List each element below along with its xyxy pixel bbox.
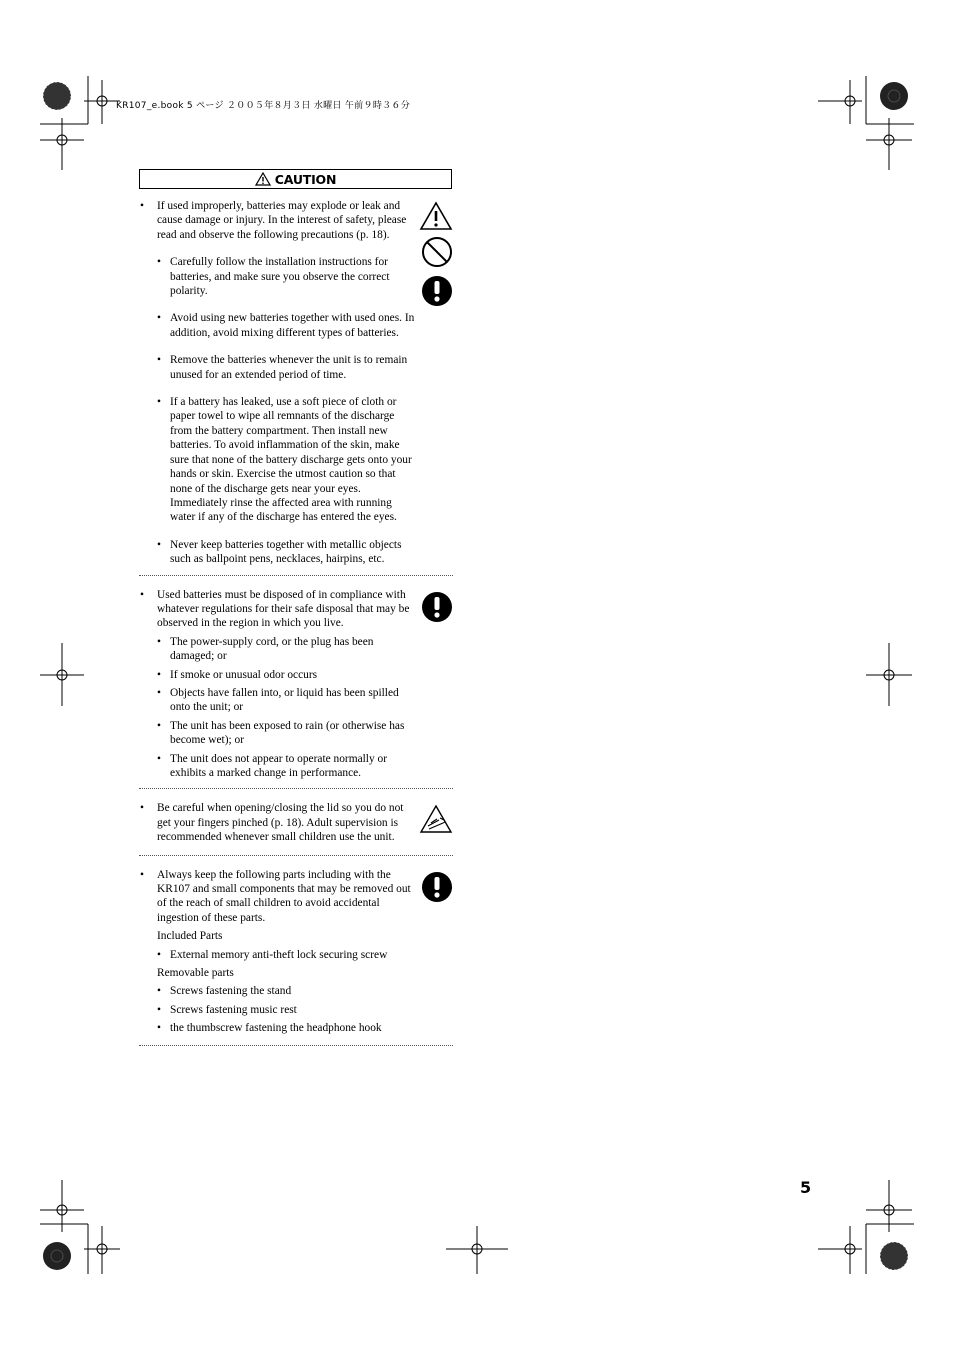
item-text: Carefully follow the installation instructions for batteries, and make sure you observe the correct polarity.	[170, 256, 390, 298]
list-item	[139, 1021, 432, 1035]
item-text: Be careful when opening/closing the lid so you do not get your fingers pinched (p. 18). Adult supervision is recommended whenever small children use the unit.	[157, 802, 404, 844]
list-item	[139, 255, 418, 298]
bullet: •	[157, 752, 161, 765]
section-lid	[139, 789, 453, 854]
list-item	[139, 538, 418, 567]
warning-triangle-icon	[419, 201, 453, 231]
item-text: Objects have fallen into, or liquid has been spilled onto the unit; or	[170, 686, 399, 714]
item-text: If used improperly, batteries may explode or leak and cause damage or injury. In the interest of safety, please read and observe the following precautions (p. 18).	[157, 200, 407, 241]
included-parts-heading: Included Parts	[157, 930, 223, 943]
bullet: •	[157, 948, 161, 961]
list-item	[139, 752, 418, 781]
exclamation-circle-icon	[421, 275, 453, 307]
bullet: •	[157, 686, 161, 699]
item-text: Screws fastening the stand	[170, 985, 292, 998]
list-item	[139, 311, 418, 340]
bullet: •	[140, 200, 144, 212]
divider	[139, 1045, 453, 1046]
bullet: •	[157, 635, 161, 648]
bullet: •	[157, 668, 161, 681]
section-small-parts	[139, 856, 453, 1045]
caution-content	[139, 199, 453, 1046]
caution-header	[139, 169, 452, 189]
bullet: •	[157, 312, 161, 325]
running-head: KR107_e.book 5 ページ ２００５年８月３日 水曜日 午前９時３６分	[116, 101, 411, 111]
list-item	[139, 353, 418, 382]
bullet: •	[157, 719, 161, 732]
item-text: the thumbscrew fastening the headphone hook	[170, 1022, 382, 1035]
prohibition-circle-icon	[421, 236, 453, 268]
item-text: If smoke or unusual odor occurs	[170, 668, 318, 681]
warning-triangle-icon	[255, 172, 271, 186]
bullet: •	[140, 588, 144, 601]
list-item	[139, 686, 418, 715]
item-text: The unit has been exposed to rain (or otherwise has become wet); or	[170, 719, 405, 747]
item-text: Never keep batteries together with metallic objects such as ballpoint pens, necklaces, hairpins, etc.	[170, 538, 402, 566]
list-item	[139, 1003, 432, 1017]
bullet: •	[157, 354, 161, 367]
bullet: •	[157, 1003, 161, 1016]
removable-parts-heading: Removable parts	[157, 967, 234, 980]
item-text: Avoid using new batteries together with used ones. In addition, avoid mixing different types of batteries.	[170, 312, 415, 339]
list-item	[139, 668, 418, 682]
list-item	[139, 588, 415, 631]
bullet: •	[157, 985, 161, 998]
list-item	[139, 948, 432, 962]
item-text: The unit does not appear to operate normally or exhibits a marked change in performance.	[170, 752, 387, 779]
list-item	[139, 395, 418, 525]
finger-pinch-warning-icon	[419, 804, 453, 834]
item-text: Used batteries must be disposed of in compliance with whatever regulations for their safe disposal that may be observed in the region in which you live.	[157, 588, 410, 630]
caution-label: CAUTION	[274, 171, 337, 187]
exclamation-circle-icon	[421, 591, 453, 623]
bullet: •	[157, 538, 161, 551]
section-batteries	[139, 199, 453, 575]
item-text: The power-supply cord, or the plug has been damaged; or	[170, 635, 374, 663]
bullet: •	[140, 868, 144, 881]
item-text: Screws fastening music rest	[170, 1003, 297, 1016]
list-item	[139, 719, 418, 748]
item-text: If a battery has leaked, use a soft piece of cloth or paper towel to wipe all remnants of the discharge from the battery compartment. Then install new batteries. To avoid inflammation of the skin, make sure that none of the battery discharge gets onto your hands or skin. Exercise the utmost caution so that none of the discharge gets near your eyes. Immediately rinse the affected area with running water if any of the discharge has entered the eyes.	[170, 396, 412, 524]
bullet: •	[157, 256, 161, 269]
bullet: •	[157, 1022, 161, 1035]
page-number: 5	[800, 1178, 812, 1197]
item-text: External memory anti-theft lock securing screw	[170, 948, 388, 961]
list-item	[139, 984, 432, 998]
item-text: Remove the batteries whenever the unit is to remain unused for an extended period of time.	[170, 354, 408, 381]
item-text: Always keep the following parts including with the KR107 and small components that may be removed out of the reach of small children to avoid accidental ingestion of these parts.	[157, 868, 411, 924]
list-item	[139, 868, 415, 926]
list-item	[139, 199, 415, 242]
bullet: •	[140, 802, 144, 815]
list-item	[139, 801, 415, 844]
bullet: •	[157, 396, 161, 409]
list-item	[139, 635, 418, 664]
section-disposal	[139, 576, 453, 789]
exclamation-circle-icon	[421, 871, 453, 903]
